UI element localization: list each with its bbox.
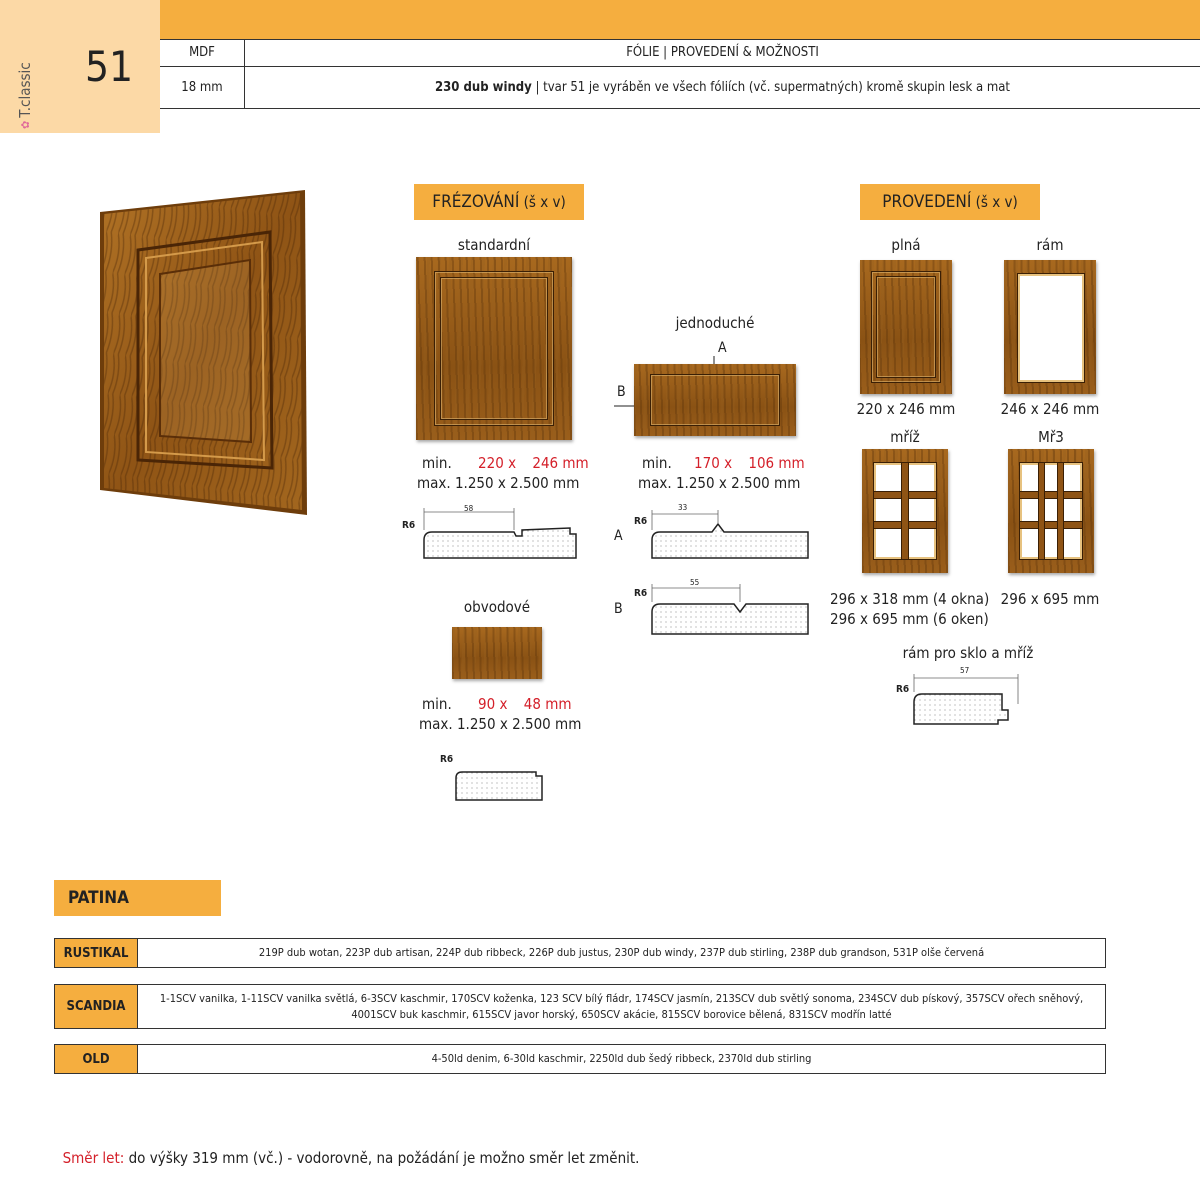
marker-b: B (617, 384, 626, 400)
plna-label: plná (891, 236, 921, 254)
header-band (160, 0, 1200, 40)
patina-row-old (54, 1044, 1106, 1074)
profile-a (630, 500, 812, 562)
jednoduche-max: max. 1.250 x 2.500 mm (638, 474, 801, 492)
page-number: 51 (85, 42, 134, 91)
footer-label: Směr let: (62, 1149, 125, 1167)
standard-door-image (416, 257, 572, 440)
mr3-door-image (1008, 449, 1094, 573)
obvodove-profile (436, 752, 556, 804)
ram-sklo-label: rám pro sklo a mříž (902, 644, 1034, 662)
mriz-dims-1: 296 x 318 mm (4 okna) (830, 590, 990, 608)
ram-sklo-profile-r: R6 (896, 684, 910, 695)
provedeni-title: PROVEDENÍ (š x v) (860, 184, 1040, 220)
patina-value: 4-50ld denim, 6-30ld kaschmir, 2250ld dub šedý ribbeck, 2370ld dub stirling (431, 1052, 812, 1065)
ram-dims: 246 x 246 mm (1000, 400, 1100, 418)
patina-title: PATINA (54, 880, 221, 916)
patina-key: SCANDIA (55, 985, 138, 1028)
profile-b-r: R6 (634, 588, 648, 599)
obvodove-label: obvodové (463, 598, 531, 616)
ram-label: rám (1036, 236, 1064, 254)
ram-sklo-profile-dim: 57 (960, 666, 970, 675)
info-value (245, 67, 1200, 108)
obvodove-max: max. 1.250 x 2.500 mm (419, 715, 582, 733)
obvodove-profile-r: R6 (440, 754, 454, 765)
ram-sklo-profile (894, 664, 1024, 728)
standard-max: max. 1.250 x 2.500 mm (417, 474, 580, 492)
obvodove-min: min. 90 x 48 mm (422, 695, 572, 713)
profile-b-dim: 55 (690, 578, 700, 587)
profile-a-r: R6 (634, 516, 648, 527)
plna-dims: 220 x 246 mm (856, 400, 956, 418)
profile-a-dim: 33 (678, 503, 688, 512)
patina-row-rustikal (54, 938, 1106, 968)
brand-flower-icon: ✿ (18, 120, 32, 129)
patina-key: OLD (55, 1045, 138, 1073)
standard-label: standardní (457, 236, 531, 254)
jednoduche-door-image (634, 364, 796, 436)
plna-door-image (860, 260, 952, 394)
info-label: FÓLIE | PROVEDENÍ & MOŽNOSTI (626, 45, 819, 60)
marker-a: A (718, 340, 727, 356)
mriz-dims-2: 296 x 695 mm (6 oken) (830, 610, 989, 628)
standard-profile-dim: 58 (464, 504, 474, 513)
patina-row-scandia (54, 984, 1106, 1029)
mriz-door-image (862, 449, 948, 573)
jednoduche-min: min. 170 x 106 mm (642, 454, 805, 472)
standard-min: min. 220 x 246 mm (422, 454, 589, 472)
footer-text: do výšky 319 mm (vč.) - vodorovně, na požádání je možno směr let změnit. (124, 1149, 640, 1167)
patina-value: 1-1SCV vanilka, 1-11SCV vanilka světlá, 6-3SCV kaschmir, 170SCV koženka, 123 SCV bílý fládr, 174SCV jasmín, 213SCV dub světlý sonoma, 234SCV dub pískový, 357SCV ořech sněhový, 4001SCV buk kaschmir, 615SCV javor horský, 650SCV akácie, 815SCV borovice bělená, 831SCV modřín latté (159, 991, 1084, 1021)
mriz-label: mříž (890, 428, 920, 446)
standard-profile (402, 500, 582, 564)
brand-logo: ✿ T.classic (16, 62, 34, 129)
ram-door-image (1004, 260, 1096, 394)
profile-b (630, 576, 812, 638)
obvodove-door-image (452, 627, 542, 679)
material-value: 18 mm (181, 80, 223, 95)
mr3-label: Mř3 (1038, 428, 1064, 446)
patina-key: RUSTIKAL (55, 939, 138, 967)
door-photo (100, 190, 310, 515)
label-a: A (614, 528, 623, 544)
info-rest: | tvar 51 je vyráběn ve všech fóliích (vč. supermatných) kromě skupin lesk a mat (531, 80, 1010, 95)
info-bold: 230 dub windy (435, 80, 532, 95)
material-label: MDF (189, 45, 215, 60)
standard-profile-r: R6 (402, 520, 416, 531)
jednoduche-label: jednoduché (675, 314, 755, 332)
patina-value: 219P dub wotan, 223P dub artisan, 224P dub ribbeck, 226P dub justus, 230P dub windy, 237P dub stirling, 238P dub grandson, 531P olše červená (258, 946, 985, 959)
footer-note (54, 1131, 639, 1167)
frezovani-title: FRÉZOVÁNÍ (š x v) (414, 184, 584, 220)
header-table (160, 39, 1200, 109)
mr3-dims: 296 x 695 mm (1000, 590, 1100, 608)
label-b: B (614, 601, 623, 617)
